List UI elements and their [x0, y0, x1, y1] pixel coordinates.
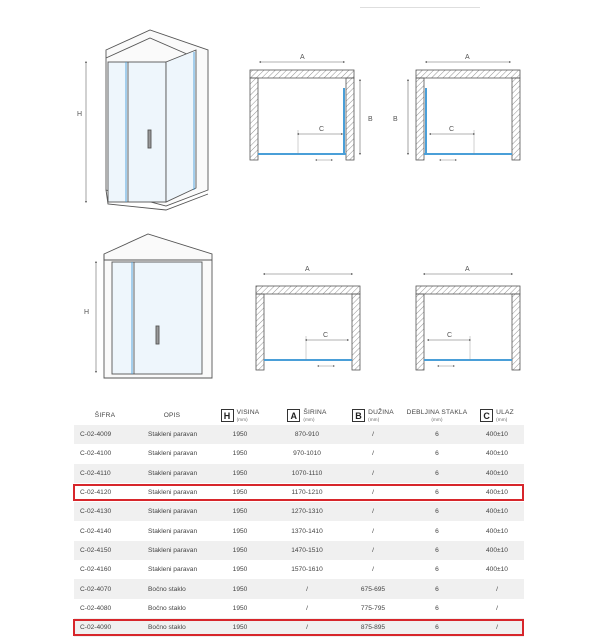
cell-visina: 1950 — [208, 618, 272, 637]
cell-sirina: 1370-1410 — [272, 521, 342, 540]
cell-debljina: 6 — [404, 579, 470, 598]
cell-sifra: C-02-4100 — [74, 444, 136, 463]
entrance-label-2: C — [449, 126, 455, 133]
table-row — [74, 444, 524, 463]
cell-sirina: 1570-1610 — [272, 560, 342, 579]
duzina-box: B — [352, 409, 365, 422]
cell-sirina: 870-910 — [272, 425, 342, 444]
cell-visina: 1950 — [208, 502, 272, 521]
cell-opis: Bočno staklo — [136, 618, 208, 637]
cell-ulaz: / — [470, 599, 524, 618]
cell-duzina: / — [342, 541, 404, 560]
table-row — [74, 599, 524, 618]
visina-box: H — [221, 409, 234, 422]
cell-sifra: C-02-4140 — [74, 521, 136, 540]
cell-ulaz: 400±10 — [470, 464, 524, 483]
cell-sirina: / — [272, 599, 342, 618]
depth-label-1: B — [368, 116, 373, 123]
cell-sifra: C-02-4150 — [74, 541, 136, 560]
cell-sirina: / — [272, 579, 342, 598]
width-label-2: A — [465, 54, 470, 61]
cell-sifra: C-02-4120 — [74, 483, 136, 502]
plan-view-4 — [416, 266, 520, 370]
table-row — [74, 483, 524, 502]
ulaz-box: C — [480, 409, 493, 422]
cell-visina: 1950 — [208, 599, 272, 618]
table-header-row — [74, 406, 524, 425]
width-label-1: A — [300, 54, 305, 61]
entrance-label-1: C — [319, 126, 325, 133]
iso-view-corner-enclosure — [106, 30, 208, 210]
table-body — [74, 425, 524, 637]
width-label-3: A — [305, 266, 310, 273]
cell-duzina: / — [342, 464, 404, 483]
cell-visina: 1950 — [208, 444, 272, 463]
cell-opis: Bočno staklo — [136, 579, 208, 598]
table-row — [74, 560, 524, 579]
cell-visina: 1950 — [208, 464, 272, 483]
cell-ulaz: 400±10 — [470, 483, 524, 502]
cell-duzina: / — [342, 502, 404, 521]
cell-sirina: 970-1010 — [272, 444, 342, 463]
header-sifra: ŠIFRA — [74, 406, 136, 425]
cell-opis: Stakleni paravan — [136, 425, 208, 444]
cell-ulaz: 400±10 — [470, 425, 524, 444]
cell-ulaz: 400±10 — [470, 560, 524, 579]
cell-debljina: 6 — [404, 560, 470, 579]
height-dimension-1 — [77, 62, 86, 202]
cell-sifra: C-02-4160 — [74, 560, 136, 579]
height-label-1: H — [77, 111, 83, 118]
cell-ulaz: / — [470, 579, 524, 598]
cell-ulaz: 400±10 — [470, 521, 524, 540]
width-label-4: A — [465, 266, 470, 273]
cell-debljina: 6 — [404, 483, 470, 502]
plan-view-1 — [250, 54, 373, 160]
cell-debljina: 6 — [404, 618, 470, 637]
cell-sirina: 1270-1310 — [272, 502, 342, 521]
cell-sifra: C-02-4130 — [74, 502, 136, 521]
cell-ulaz: 400±10 — [470, 444, 524, 463]
cell-visina: 1950 — [208, 560, 272, 579]
entrance-label-4: C — [447, 332, 453, 339]
table-row — [74, 541, 524, 560]
cell-visina: 1950 — [208, 541, 272, 560]
entrance-label-3: C — [323, 332, 329, 339]
height-label-2: H — [84, 309, 90, 316]
cell-duzina: / — [342, 444, 404, 463]
cell-debljina: 6 — [404, 464, 470, 483]
cell-sifra: C-02-4090 — [74, 618, 136, 637]
header-duzina: B DUŽINA (mm) — [342, 406, 404, 425]
cell-debljina: 6 — [404, 425, 470, 444]
cell-opis: Stakleni paravan — [136, 521, 208, 540]
cell-visina: 1950 — [208, 521, 272, 540]
cell-opis: Stakleni paravan — [136, 444, 208, 463]
cell-debljina: 6 — [404, 541, 470, 560]
sirina-box: A — [287, 409, 300, 422]
cell-duzina: 875-895 — [342, 618, 404, 637]
cell-opis: Stakleni paravan — [136, 560, 208, 579]
plan-view-3 — [256, 266, 360, 370]
table-row — [74, 618, 524, 637]
cell-debljina: 6 — [404, 444, 470, 463]
cell-visina: 1950 — [208, 579, 272, 598]
cell-sifra: C-02-4080 — [74, 599, 136, 618]
cell-duzina: 775-795 — [342, 599, 404, 618]
cell-duzina: / — [342, 560, 404, 579]
cell-sirina: / — [272, 618, 342, 637]
cell-debljina: 6 — [404, 599, 470, 618]
cell-opis: Stakleni paravan — [136, 483, 208, 502]
cell-opis: Stakleni paravan — [136, 541, 208, 560]
table-row — [74, 464, 524, 483]
cell-duzina: / — [342, 483, 404, 502]
specification-table — [74, 406, 524, 637]
cell-ulaz: 400±10 — [470, 502, 524, 521]
table-row — [74, 502, 524, 521]
iso-view-niche-door — [104, 234, 212, 378]
cell-sirina: 1170-1210 — [272, 483, 342, 502]
cell-sifra: C-02-4070 — [74, 579, 136, 598]
cell-opis: Bočno staklo — [136, 599, 208, 618]
header-sirina: A ŠIRINA (mm) — [272, 406, 342, 425]
cell-ulaz: 400±10 — [470, 541, 524, 560]
depth-label-2: B — [393, 116, 398, 123]
header-debljina: DEBLJINA STAKLA (mm) — [404, 406, 470, 425]
header-visina: H VISINA (mm) — [208, 406, 272, 425]
table-row — [74, 425, 524, 444]
cell-opis: Stakleni paravan — [136, 502, 208, 521]
cell-opis: Stakleni paravan — [136, 464, 208, 483]
cell-ulaz: / — [470, 618, 524, 637]
cell-duzina: / — [342, 425, 404, 444]
cell-duzina: / — [342, 521, 404, 540]
header-opis: OPIS — [136, 406, 208, 425]
cell-visina: 1950 — [208, 483, 272, 502]
cell-debljina: 6 — [404, 502, 470, 521]
table-row — [74, 579, 524, 598]
cell-sifra: C-02-4009 — [74, 425, 136, 444]
table-row — [74, 521, 524, 540]
cell-debljina: 6 — [404, 521, 470, 540]
cell-duzina: 675-695 — [342, 579, 404, 598]
plan-view-2 — [393, 54, 520, 160]
cell-sirina: 1070-1110 — [272, 464, 342, 483]
cell-visina: 1950 — [208, 425, 272, 444]
height-dimension-2 — [84, 262, 96, 372]
cell-sirina: 1470-1510 — [272, 541, 342, 560]
cell-sifra: C-02-4110 — [74, 464, 136, 483]
header-ulaz: C ULAZ (mm) — [470, 406, 524, 425]
